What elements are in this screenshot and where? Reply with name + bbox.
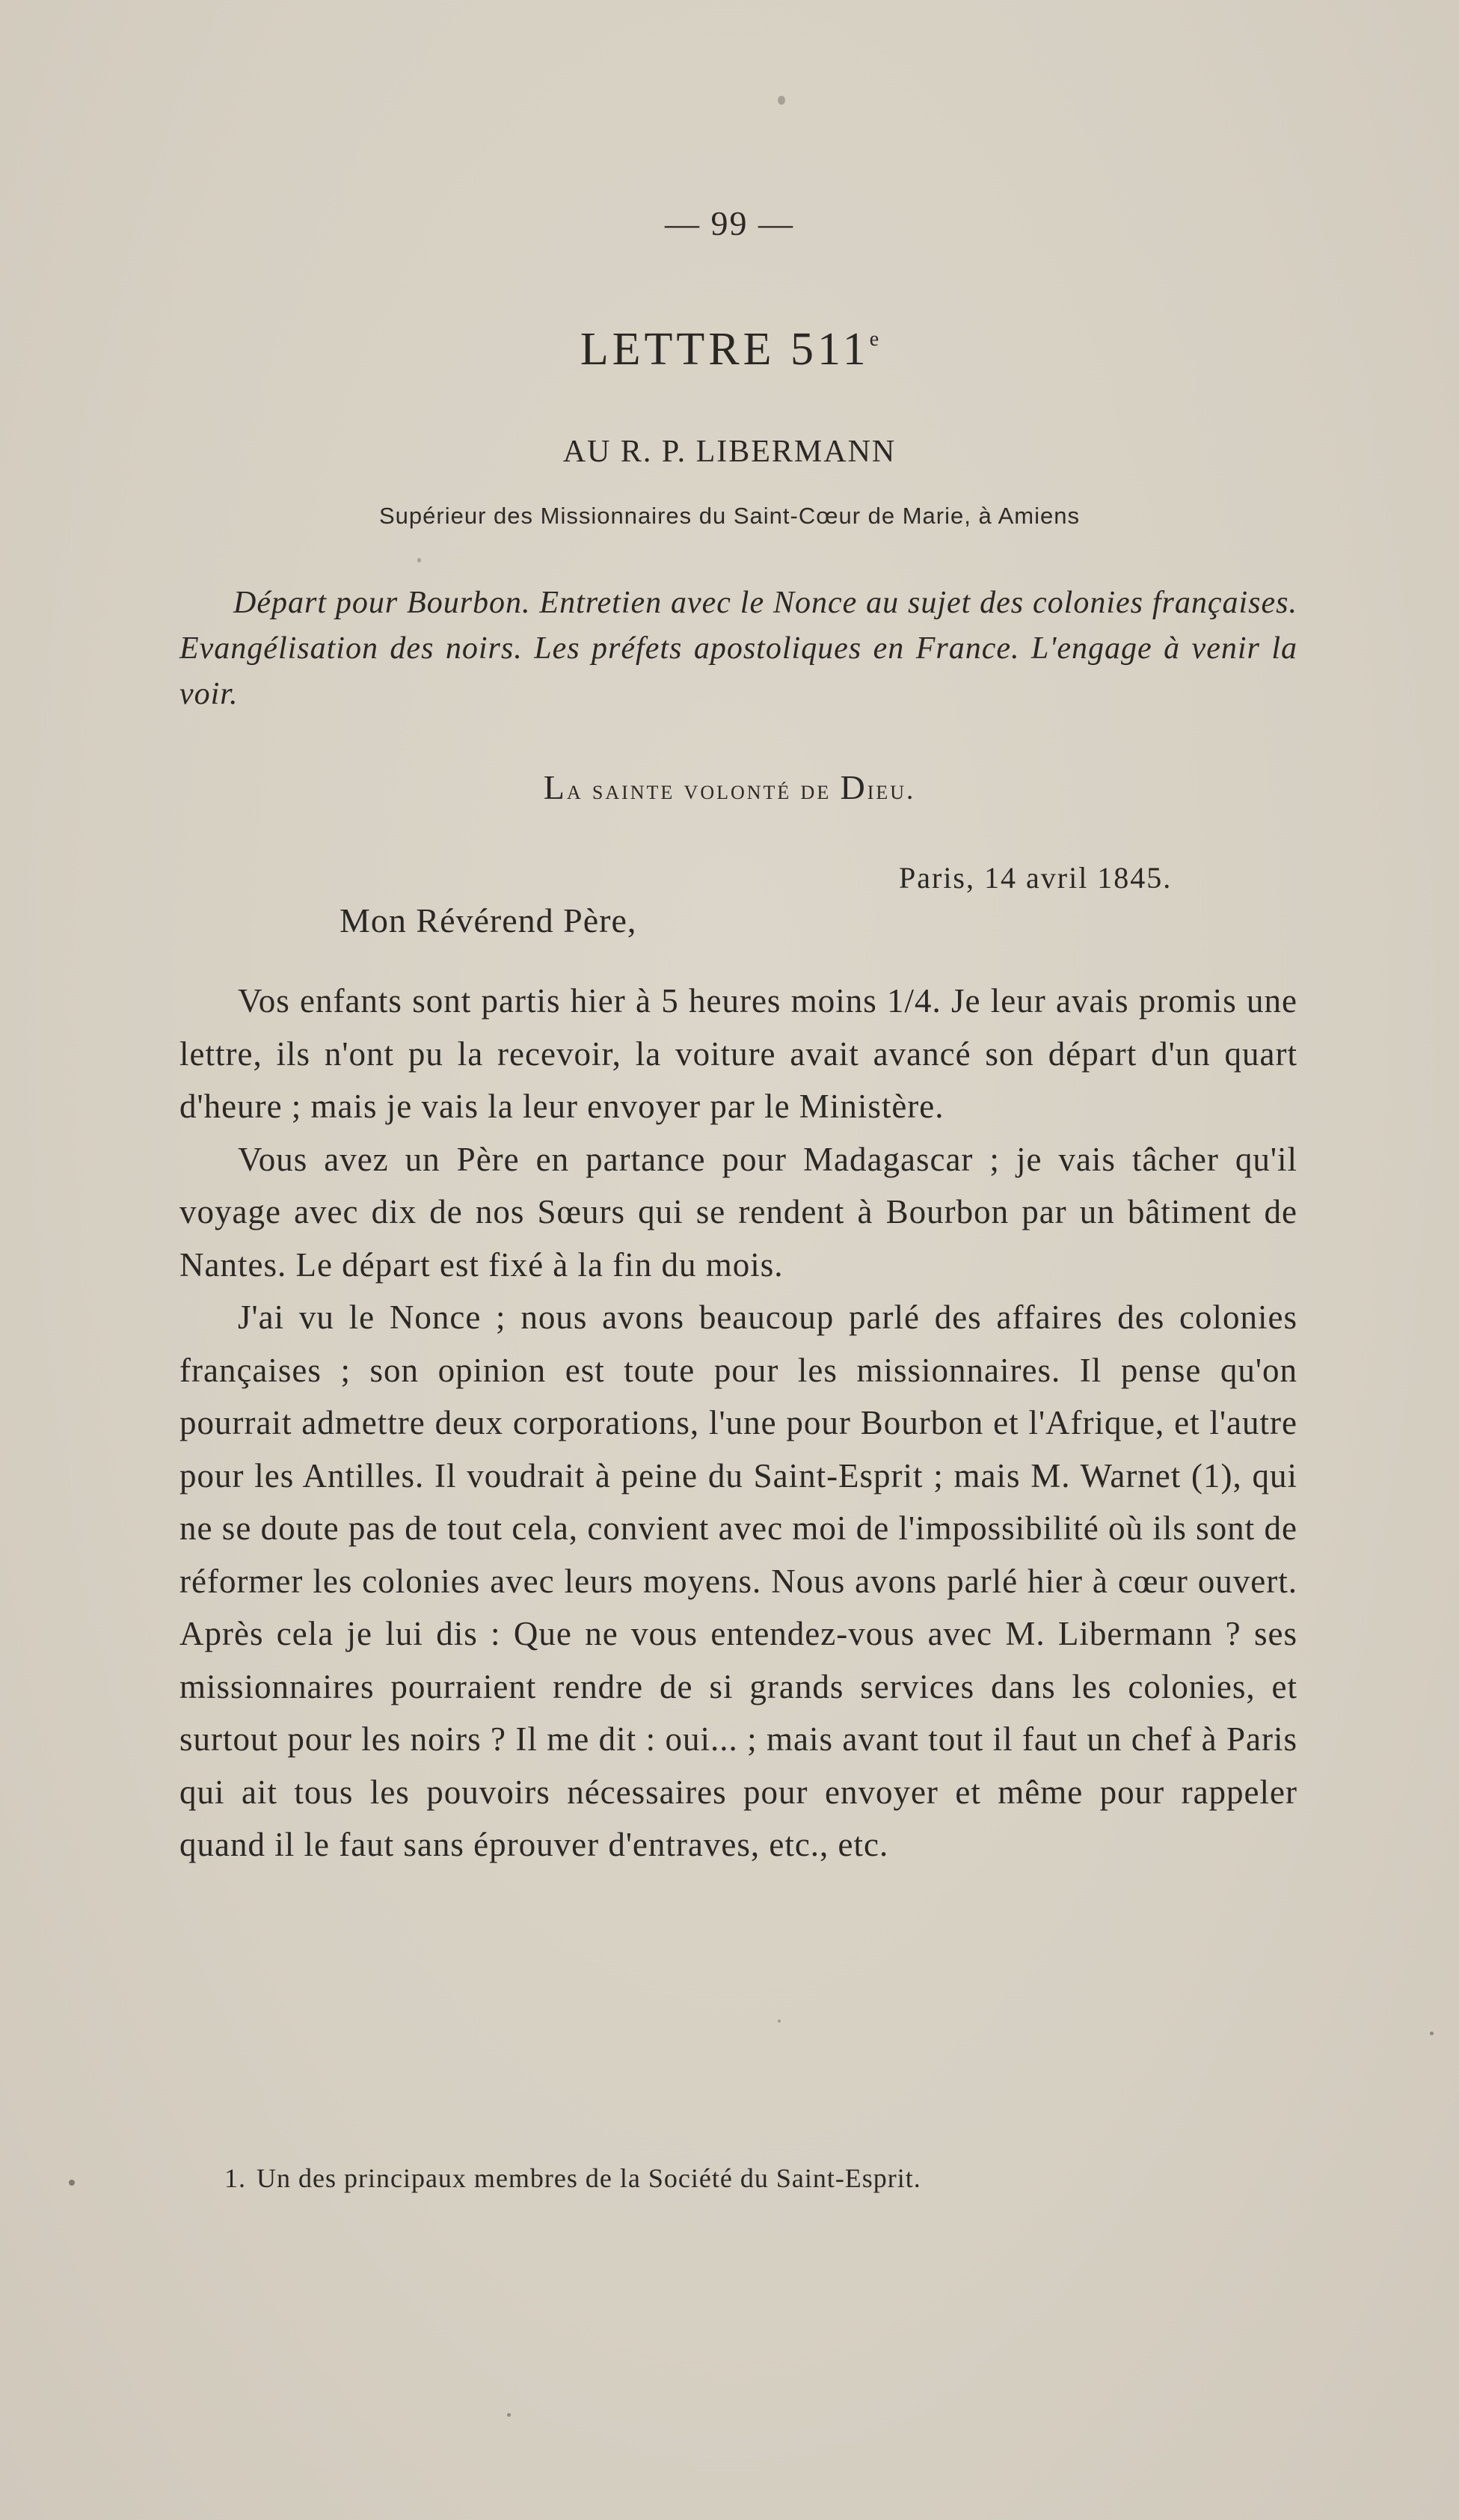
footnote bbox=[224, 2159, 1297, 2197]
paper-speck bbox=[778, 96, 785, 105]
paper-speck bbox=[69, 2180, 75, 2186]
motto-initial-2: D bbox=[840, 768, 867, 806]
motto-rest-1: a bbox=[566, 775, 583, 806]
place-date: Paris, 14 avril 1845. bbox=[899, 861, 1173, 895]
recipient: AU R. P. LIBERMANN bbox=[562, 435, 897, 469]
letter-summary: Départ pour Bourbon. Entretien avec le Nonce au sujet des colonies françaises. Evangélisation des noirs. Les préfets apostoliques en France. L'engage à venir la voir. bbox=[179, 586, 1297, 711]
paper-speck bbox=[507, 2413, 511, 2417]
motto-rest-2: ieu. bbox=[867, 775, 916, 806]
motto-heading bbox=[0, 767, 1459, 807]
paper-speck bbox=[1430, 2032, 1434, 2035]
letter-title bbox=[0, 323, 1459, 376]
motto-initial-1: L bbox=[543, 768, 567, 806]
footnote-text: Un des principaux membres de la Société du Saint-Esprit. bbox=[257, 2163, 921, 2193]
greeting: Mon Révérend Père, bbox=[340, 901, 637, 939]
paragraph: Vos enfants sont partis hier à 5 heures moins 1/4. Je leur avais promis une lettre, ils n'ont pu la recevoir, la voiture avait avancé son départ d'un quart d'heure ; mais je vais la leur envoyer par le Ministère. bbox=[179, 982, 1297, 1125]
paragraph: J'ai vu le Nonce ; nous avons beaucoup parlé des affaires des colonies françaises ; son opinion est toute pour les missionnaires. Il pense qu'on pourrait admettre deux corporations, l'une pour Bourbon et l'Afrique, et l'autre pour les Antilles. Il voudrait à peine du Saint-Esprit ; mais M. Warnet (1), qui ne se doute pas de tout cela, convient avec moi de l'impossibilité où ils sont de réformer les colonies avec leurs moyens. Nous avons parlé hier à cœur ouvert. Après cela je lui dis : Que ne vous entendez-vous avec M. Libermann ? ses missionnaires pourraient rendre de si grands services dans les colonies, et surtout pour les noirs ? Il me dit : oui... ; mais avant tout il faut un chef à Paris qui ait tous les pouvoirs nécessaires pour envoyer et même pour rappeler quand il le faut sans éprouver d'entraves, etc., etc. bbox=[179, 1299, 1297, 1863]
paper-speck bbox=[778, 2020, 781, 2023]
paper-speck bbox=[417, 558, 421, 562]
letter-title-suffix: e bbox=[869, 328, 879, 351]
page-number: — 99 — bbox=[665, 204, 794, 242]
letter-title-text: LETTRE 511 bbox=[580, 324, 870, 375]
letter-body bbox=[179, 975, 1297, 1871]
footnote-number: 1. bbox=[224, 2163, 246, 2193]
recipient-title: Supérieur des Missionnaires du Saint-Cœur de Marie, à Amiens bbox=[379, 503, 1080, 529]
motto-middle: sainte volonté de bbox=[583, 775, 841, 806]
paragraph: Vous avez un Père en partance pour Madagascar ; je vais tâcher qu'il voyage avec dix de nos Sœurs qui se rendent à Bourbon par un bâtiment de Nantes. Le départ est fixé à la fin du mois. bbox=[179, 1140, 1297, 1284]
